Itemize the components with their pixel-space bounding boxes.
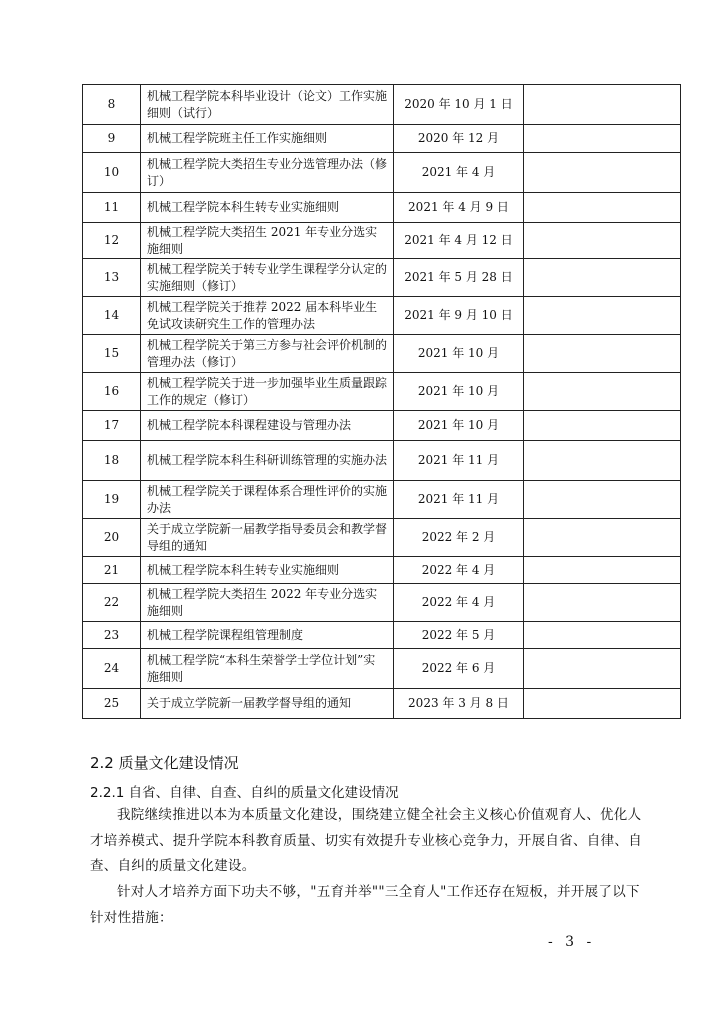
issue-date: 2021 年 4 月 9 日 [394, 193, 524, 223]
row-number: 12 [83, 223, 141, 259]
issue-date: 2022 年 5 月 [394, 622, 524, 649]
notes-cell [524, 85, 681, 125]
document-name: 机械工程学院大类招生 2021 年专业分选实施细则 [141, 223, 394, 259]
row-number: 11 [83, 193, 141, 223]
table-body [83, 85, 681, 719]
row-number: 22 [83, 584, 141, 622]
document-name: 机械工程学院本科生科研训练管理的实施办法 [141, 441, 394, 481]
issue-date: 2021 年 9 月 10 日 [394, 297, 524, 335]
row-number: 10 [83, 153, 141, 193]
issue-date: 2021 年 10 月 [394, 411, 524, 441]
table-row [83, 193, 681, 223]
notes-cell [524, 649, 681, 689]
document-name: 关于成立学院新一届教学督导组的通知 [141, 689, 394, 719]
notes-cell [524, 557, 681, 584]
issue-date: 2021 年 5 月 28 日 [394, 259, 524, 297]
table-row [83, 125, 681, 153]
paragraph-2: 针对人才培养方面下功夫不够，"五育并举""三全育人"工作还存在短板，并开展了以下针对性措施： [90, 884, 640, 926]
issue-date: 2020 年 12 月 [394, 125, 524, 153]
row-number: 9 [83, 125, 141, 153]
row-number: 18 [83, 441, 141, 481]
document-name: 机械工程学院本科生转专业实施细则 [141, 193, 394, 223]
notes-cell [524, 125, 681, 153]
notes-cell [524, 153, 681, 193]
issue-date: 2020 年 10 月 1 日 [394, 85, 524, 125]
issue-date: 2021 年 11 月 [394, 481, 524, 519]
row-number: 24 [83, 649, 141, 689]
row-number: 23 [83, 622, 141, 649]
document-name: 机械工程学院课程组管理制度 [141, 622, 394, 649]
row-number: 16 [83, 373, 141, 411]
row-number: 8 [83, 85, 141, 125]
row-number: 13 [83, 259, 141, 297]
notes-cell [524, 481, 681, 519]
notes-cell [524, 519, 681, 557]
table-row [83, 259, 681, 297]
paragraph-1: 我院继续推进以本为本质量文化建设，围绕建立健全社会主义核心价值观育人、优化人才培养模式、提升学院本科教育质量、切实有效提升专业核心竞争力，开展自省、自律、自查、自纠的质量文化建设。 [90, 807, 642, 874]
table-row [83, 622, 681, 649]
document-name: 机械工程学院关于课程体系合理性评价的实施办法 [141, 481, 394, 519]
notes-cell [524, 584, 681, 622]
issue-date: 2022 年 2 月 [394, 519, 524, 557]
document-name: 关于成立学院新一届教学指导委员会和教学督导组的通知 [141, 519, 394, 557]
regulations-table [82, 84, 681, 719]
notes-cell [524, 411, 681, 441]
notes-cell [524, 689, 681, 719]
table-row [83, 519, 681, 557]
table-row [83, 85, 681, 125]
document-name: 机械工程学院大类招生专业分选管理办法（修订） [141, 153, 394, 193]
issue-date: 2021 年 4 月 [394, 153, 524, 193]
table-row [83, 557, 681, 584]
document-name: 机械工程学院关于转专业学生课程学分认定的实施细则（修订） [141, 259, 394, 297]
row-number: 21 [83, 557, 141, 584]
notes-cell [524, 335, 681, 373]
table-row [83, 584, 681, 622]
row-number: 14 [83, 297, 141, 335]
row-number: 17 [83, 411, 141, 441]
notes-cell [524, 223, 681, 259]
row-number: 19 [83, 481, 141, 519]
table-row [83, 335, 681, 373]
document-name: 机械工程学院本科生转专业实施细则 [141, 557, 394, 584]
issue-date: 2021 年 11 月 [394, 441, 524, 481]
notes-cell [524, 259, 681, 297]
row-number: 20 [83, 519, 141, 557]
table-row [83, 481, 681, 519]
table-row [83, 297, 681, 335]
document-name: 机械工程学院“本科生荣誉学士学位计划”实施细则 [141, 649, 394, 689]
issue-date: 2022 年 4 月 [394, 557, 524, 584]
notes-cell [524, 297, 681, 335]
notes-cell [524, 373, 681, 411]
issue-date: 2021 年 10 月 [394, 373, 524, 411]
notes-cell [524, 193, 681, 223]
subsection-title: 2.2.1 自省、自律、自查、自纠的质量文化建设情况 [90, 785, 399, 801]
document-name: 机械工程学院班主任工作实施细则 [141, 125, 394, 153]
table-row [83, 441, 681, 481]
row-number: 25 [83, 689, 141, 719]
table-row [83, 649, 681, 689]
document-name: 机械工程学院关于第三方参与社会评价机制的管理办法（修订） [141, 335, 394, 373]
table-row [83, 411, 681, 441]
table-row [83, 223, 681, 259]
issue-date: 2022 年 6 月 [394, 649, 524, 689]
issue-date: 2021 年 4 月 12 日 [394, 223, 524, 259]
issue-date: 2021 年 10 月 [394, 335, 524, 373]
table-row [83, 153, 681, 193]
notes-cell [524, 441, 681, 481]
document-name: 机械工程学院本科课程建设与管理办法 [141, 411, 394, 441]
table-row [83, 689, 681, 719]
page-number: - 3 - [548, 934, 596, 950]
document-name: 机械工程学院大类招生 2022 年专业分选实施细则 [141, 584, 394, 622]
table-row [83, 373, 681, 411]
notes-cell [524, 622, 681, 649]
document-name: 机械工程学院本科毕业设计（论文）工作实施细则（试行） [141, 85, 394, 125]
document-name: 机械工程学院关于进一步加强毕业生质量跟踪工作的规定（修订） [141, 373, 394, 411]
row-number: 15 [83, 335, 141, 373]
issue-date: 2022 年 4 月 [394, 584, 524, 622]
section-title: 2.2 质量文化建设情况 [90, 754, 239, 772]
issue-date: 2023 年 3 月 8 日 [394, 689, 524, 719]
document-name: 机械工程学院关于推荐 2022 届本科毕业生免试攻读研究生工作的管理办法 [141, 297, 394, 335]
